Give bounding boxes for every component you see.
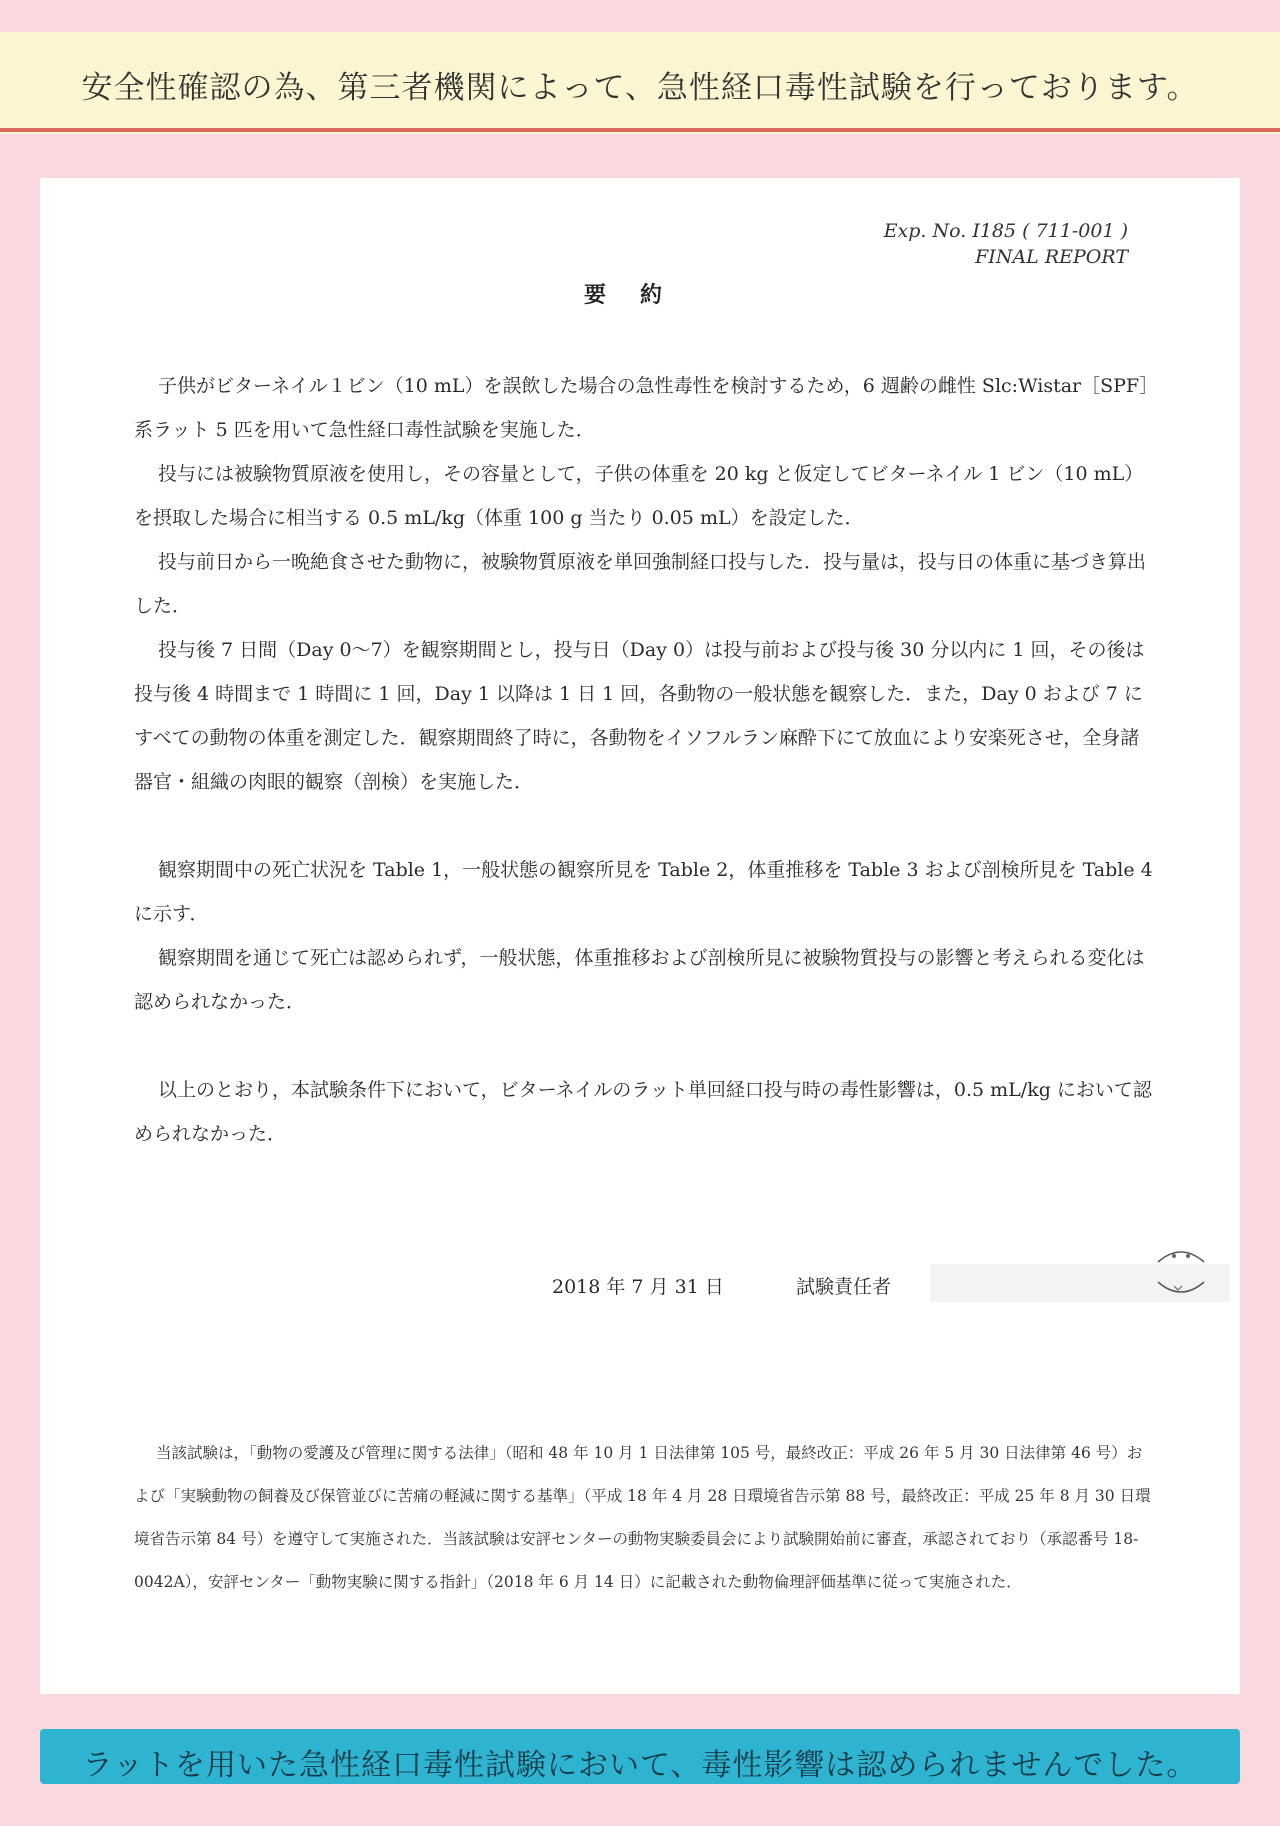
seal-stamp-icon (1152, 1240, 1210, 1304)
top-banner-text: 安全性確認の為、第三者機関によって、急性経口毒性試験を行っております。 (81, 70, 1199, 106)
report-title: 要約 (583, 282, 696, 308)
compliance-footnote (134, 1432, 1156, 1604)
conclusion-paragraph: 以上のとおり，本試験条件下において，ビターネイルのラット単回経口投与時の毒性影響は，0.5 mL/kg において認められなかった． (134, 1079, 1152, 1145)
bottom-banner (40, 1729, 1240, 1784)
summary-paragraph: 観察期間中の死亡状況を Table 1，一般状態の観察所見を Table 2，体重推移を Table 3 および剖検所見を Table 4 に示す． (134, 859, 1153, 925)
exp-number: Exp. No. I185 ( 711-001 ) (883, 220, 1128, 242)
bottom-banner-text: ラットを用いた急性経口毒性試験において、毒性影響は認められませんでした。 (82, 1748, 1198, 1783)
summary-body (134, 364, 1156, 1156)
summary-paragraph: 投与後 7 日間（Day 0〜7）を観察期間とし，投与日（Day 0）は投与前および投与後 30 分以内に 1 回，その後は投与後 4 時間まで 1 時間に 1 回，Day 1 以降は 1 日 1 回，各動物の一般状態を観察した．また，Day 0 および 7 にすべての動物の体重を測定した．観察期間終了時に，各動物をイソフルラン麻酔下にて放血により安楽死させ，全身諸器官・組織の肉眼的観察（剖検）を実施した． (134, 639, 1145, 793)
paragraph-gap (134, 804, 1156, 848)
report-page (40, 178, 1240, 1694)
report-id (884, 218, 1128, 270)
footnote-text: 当該試験は，「動物の愛護及び管理に関する法律」（昭和 48 年 10 月 1 日法律第 105 号，最終改正：平成 26 年 5 月 30 日法律第 46 号）および「実験動物の飼養及び保管並びに苦痛の軽減に関する基準」（平成 18 年 4 月 28 日環境省告示第 88 号，最終改正：平成 25 年 8 月 30 日環境省告示第 84 号）を遵守して実施された．当該試験は安評センターの動物実験委員会により試験開始前に審査，承認されており（承認番号 18-0042A），安評センター「動物実験に関する指針」（2018 年 6 月 14 日）に記載された動物倫理評価基準に従って実施された． (134, 1444, 1151, 1591)
summary-paragraph: 投与には被験物質原液を使用し，その容量として，子供の体重を 20 kg と仮定してビターネイル 1 ビン（10 mL）を摂取した場合に相当する 0.5 mL/kg（体重 100 g 当たり 0.05 mL）を設定した． (134, 463, 1144, 529)
top-banner (0, 32, 1280, 134)
report-type: FINAL REPORT (975, 246, 1128, 268)
paragraph-gap (134, 1024, 1156, 1068)
top-banner-underline (0, 128, 1280, 132)
summary-paragraph: 子供がビターネイル１ビン（10 mL）を誤飲した場合の急性毒性を検討するため，6 週齢の雌性 Slc:Wistar［SPF］系ラット 5 匹を用いて急性経口毒性試験を実施した． (134, 375, 1149, 441)
summary-paragraph: 観察期間を通じて死亡は認められず，一般状態，体重推移および剖検所見に被験物質投与の影響と考えられる変化は認められなかった． (134, 947, 1145, 1013)
summary-paragraph: 投与前日から一晩絶食させた動物に，被験物質原液を単回強制経口投与した．投与量は，投与日の体重に基づき算出した． (134, 551, 1147, 617)
responsible-label: 試験責任者 (796, 1276, 892, 1298)
report-date: 2018 年 7 月 31 日 (552, 1276, 724, 1298)
